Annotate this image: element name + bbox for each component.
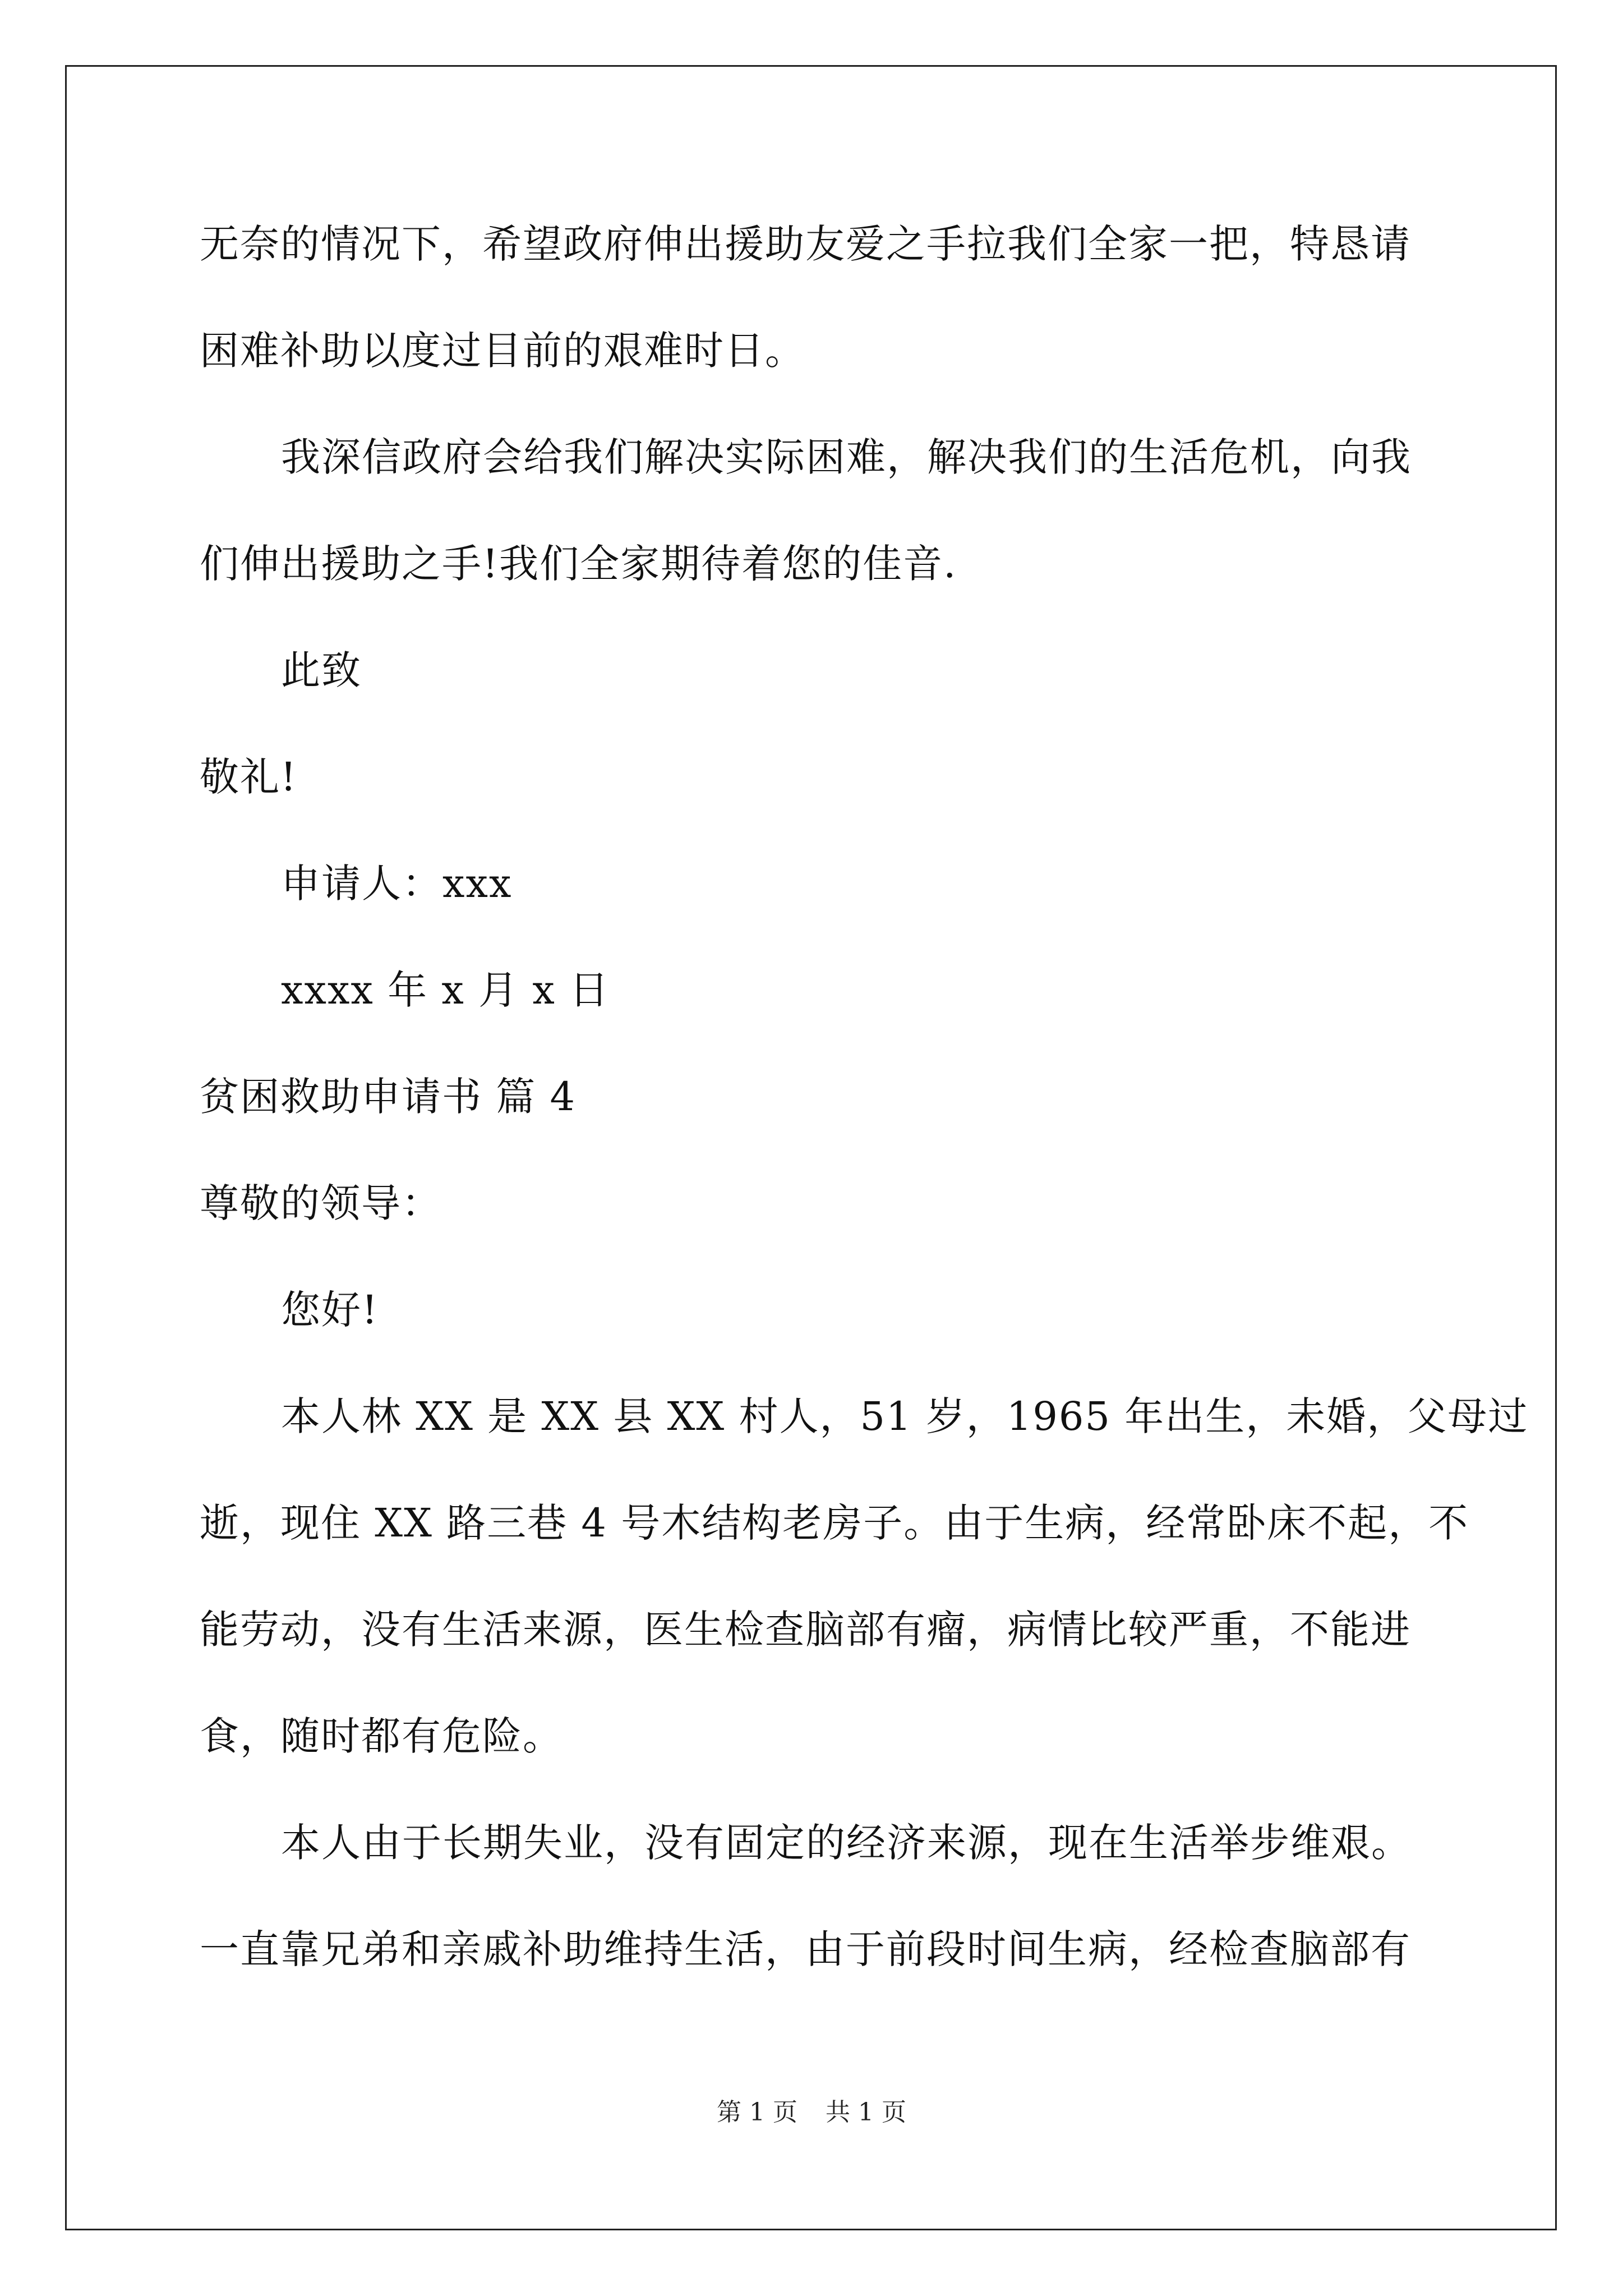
closing-regards: 敬礼! (200, 754, 298, 800)
applicant-signature: 申请人：xxx (281, 861, 513, 907)
section-title: 贫困救助申请书 篇 4 (200, 1074, 577, 1120)
paragraph-line: 本人由于长期失业，没有固定的经济来源，现在生活举步维艰。 (281, 1820, 1412, 1866)
text-line: 无奈的情况下，希望政府伸出援助友爱之手拉我们全家一把，特恳请 (200, 221, 1411, 267)
text-line: 能劳动，没有生活来源，医生检查脑部有瘤，病情比较严重，不能进 (200, 1607, 1411, 1653)
greeting: 尊敬的领导： (200, 1180, 442, 1226)
text-line: 困难补助以度过目前的艰难时日。 (200, 328, 805, 374)
paragraph-line: 我深信政府会给我们解决实际困难，解决我们的生活危机，向我 (281, 434, 1412, 480)
page-footer (0, 2096, 1623, 2129)
text-line: 们伸出援助之手!我们全家期待着您的佳音. (200, 541, 957, 587)
text-line: 食，随时都有危险。 (200, 1713, 563, 1759)
text-line: 一直靠兄弟和亲戚补助维持生活，由于前段时间生病，经检查脑部有 (200, 1926, 1411, 1972)
closing-salutation: 此致 (281, 647, 362, 693)
page-number: 第 1 页 (717, 2098, 797, 2127)
page-total: 共 1 页 (826, 2098, 906, 2127)
text-line: 逝，现住 XX 路三巷 4 号木结构老房子。由于生病，经常卧床不起，不 (200, 1500, 1469, 1546)
greeting-hello: 您好! (281, 1287, 379, 1333)
signature-date: xxxx 年 x 月 x 日 (281, 967, 610, 1013)
paragraph-line: 本人林 XX 是 XX 县 XX 村人，51 岁，1965 年出生，未婚，父母过 (281, 1393, 1529, 1439)
page-border (65, 65, 1557, 2230)
